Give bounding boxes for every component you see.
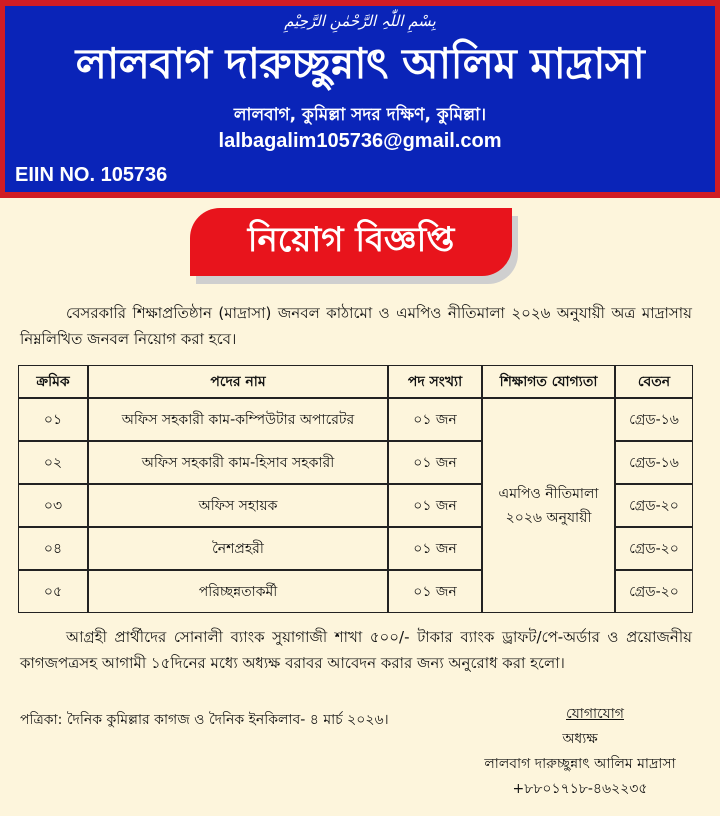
row-serial: ০৫ xyxy=(18,570,88,613)
contact-heading: যোগাযোগ xyxy=(566,706,624,722)
newspaper-line: পত্রিকা: দৈনিক কুমিল্লার কাগজ ও দৈনিক ইনকিলাব- ৪ মার্চ ২০২৬। xyxy=(20,712,389,728)
header-qualification: শিক্ষাগত যোগ্যতা xyxy=(482,365,615,398)
contact-block xyxy=(470,702,720,802)
notice-title: নিয়োগ বিজ্ঞপ্তি xyxy=(190,208,512,276)
eiin-number: EIIN NO. 105736 xyxy=(15,164,168,186)
bismillah-text: بِسْمِ اللّٰہِ الرَّحْمٰنِ الرَّحِیْمِ xyxy=(284,12,436,30)
row-pay: গ্রেড-২০ xyxy=(615,484,693,527)
row-post-name: অফিস সহকারী কাম-কম্পিউটার অপারেটর xyxy=(88,398,388,441)
row-post-name: অফিস সহায়ক xyxy=(88,484,388,527)
row-serial: ০৪ xyxy=(18,527,88,570)
contact-institution: লালবাগ দারুচ্ছুন্নাৎ আলিম মাদ্রাসা xyxy=(484,756,676,772)
row-post-count: ০১ জন xyxy=(388,570,482,613)
table-row xyxy=(18,398,693,441)
notice-title-badge xyxy=(190,208,520,284)
row-pay: গ্রেড-১৬ xyxy=(615,441,693,484)
table-header-row xyxy=(18,365,693,398)
institution-address: লালবাগ, কুমিল্লা সদর দক্ষিণ, কুমিল্লা। xyxy=(233,105,487,125)
header-band xyxy=(0,0,720,198)
row-post-count: ০১ জন xyxy=(388,398,482,441)
institution-name: লালবাগ দারুচ্ছুন্নাৎ আলিম মাদ্রাসা xyxy=(75,39,645,88)
row-post-count: ০১ জন xyxy=(388,441,482,484)
row-qualification: এমপিও নীতিমালা ২০২৬ অনুযায়ী xyxy=(482,398,615,613)
row-pay: গ্রেড-১৬ xyxy=(615,398,693,441)
contact-phone: +৮৮০১৭১৮-৪৬২২৩৫ xyxy=(512,781,648,797)
application-note: আগ্রহী প্রার্থীদের সোনালী ব্যাংক সুয়াগাজী শাখা ৫০০/- টাকার ব্যাংক ড্রাফট/পে-অর্ডার ও প্রয়োজনীয় কাগজপত্রসহ আগামী ১৫দিনের মধ্যে অধ্যক্ষ বরাবর আবেদন করার জন্য অনুরোধ করা হলো। xyxy=(20,628,692,672)
header-post-name: পদের নাম xyxy=(88,365,388,398)
row-pay: গ্রেড-২০ xyxy=(615,527,693,570)
row-serial: ০৩ xyxy=(18,484,88,527)
header-panel xyxy=(5,6,715,192)
contact-designation: অধ্যক্ষ xyxy=(562,731,598,747)
vacancy-table xyxy=(18,365,693,613)
header-post-count: পদ সংখ্যা xyxy=(388,365,482,398)
intro-paragraph: বেসরকারি শিক্ষাপ্রতিষ্ঠান (মাদ্রাসা) জনবল কাঠামো ও এমপিও নীতিমালা ২০২৬ অনুযায়ী অত্র মাদ্রাসায় নিম্নলিখিত জনবল নিয়োগ করা হবে। xyxy=(20,304,692,348)
row-post-count: ০১ জন xyxy=(388,484,482,527)
row-post-name: পরিচ্ছন্নতাকর্মী xyxy=(88,570,388,613)
row-serial: ০১ xyxy=(18,398,88,441)
row-pay: গ্রেড-২০ xyxy=(615,570,693,613)
institution-email: lalbagalim105736@gmail.com xyxy=(218,130,502,152)
header-serial: ক্রমিক xyxy=(18,365,88,398)
row-serial: ০২ xyxy=(18,441,88,484)
header-pay: বেতন xyxy=(615,365,693,398)
row-post-name: অফিস সহকারী কাম-হিসাব সহকারী xyxy=(88,441,388,484)
row-post-name: নৈশপ্রহরী xyxy=(88,527,388,570)
row-post-count: ০১ জন xyxy=(388,527,482,570)
